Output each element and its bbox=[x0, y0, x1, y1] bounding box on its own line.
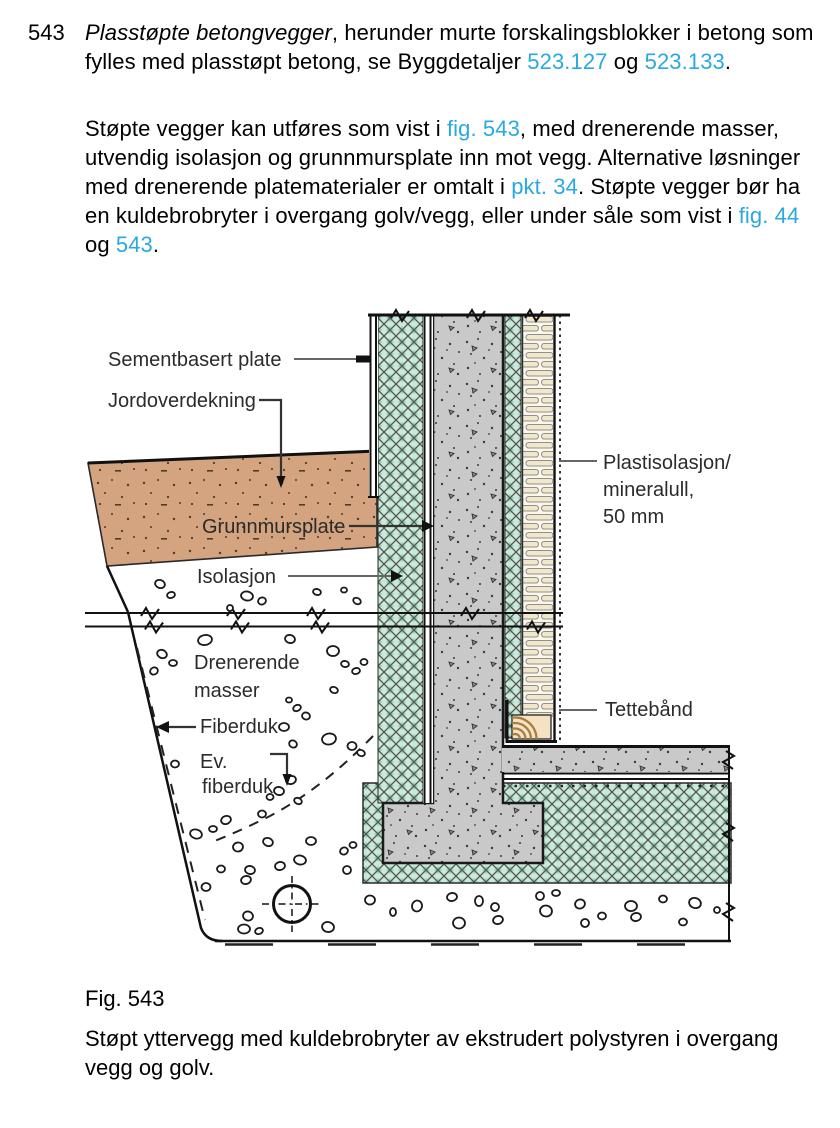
label-tetteband: Tettebånd bbox=[605, 699, 693, 721]
exterior-insulation bbox=[378, 315, 423, 803]
text-segment: Støpte vegger kan utføres som vist i bbox=[85, 116, 447, 141]
text-segment: og bbox=[85, 232, 116, 257]
text-segment: , med drenerende masser, utvendig isolasjon og grunnmursplate inn mot vegg. Alternative løsninger med drenerende platematerialer er omtalt i bbox=[85, 116, 801, 199]
reference-link[interactable]: 543 bbox=[115, 232, 153, 257]
reference-link[interactable]: fig. 44 bbox=[738, 203, 800, 228]
reference-link[interactable]: 523.127 bbox=[527, 49, 608, 74]
figure-label: Fig. 543 bbox=[85, 986, 165, 1011]
label-grunnmursplate: Grunnmursplate bbox=[202, 516, 346, 538]
label-isolasjon: Isolasjon bbox=[197, 566, 276, 588]
label-plastisolasjon-3: 50 mm bbox=[603, 506, 665, 528]
reference-link[interactable]: 523.133 bbox=[644, 49, 725, 74]
section-number: 543 bbox=[28, 20, 65, 45]
text-segment: og bbox=[607, 49, 645, 74]
interior-insulation bbox=[505, 315, 521, 738]
grunnmursplate-membrane bbox=[423, 315, 433, 803]
text-segment: Plasstøpte betongvegger bbox=[85, 20, 332, 45]
label-fiberduk: Fiberduk bbox=[200, 716, 278, 738]
text-segment: . Støpte vegger bør ha en kuldebrobryter i overgang golv/vegg, eller under såle som vist i bbox=[85, 174, 801, 228]
label-plastisolasjon-2: mineralull, bbox=[603, 479, 695, 501]
drain-pipe bbox=[262, 876, 322, 932]
text-segment: , herunder murte forskalingsblokker i betong som fylles med plasstøpt betong, se Byggdetaljer bbox=[85, 20, 814, 74]
label-drenerende-masser-2: masser bbox=[194, 680, 260, 702]
reference-link[interactable]: pkt. 34 bbox=[511, 174, 578, 199]
label-ev-fiberduk-2: fiberduk bbox=[202, 776, 274, 798]
reference-link[interactable]: fig. 543 bbox=[446, 116, 520, 141]
text-segment: . bbox=[724, 49, 732, 74]
label-plastisolasjon-1: Plastisolasjon/ bbox=[603, 452, 731, 474]
mineral-wool-layer bbox=[523, 315, 561, 743]
floor-slab bbox=[502, 747, 730, 787]
paragraph-1 bbox=[85, 18, 822, 76]
figure-diagram bbox=[0, 290, 840, 970]
figure-caption: Støpt yttervegg med kuldebrobryter av ekstrudert polystyren i overgang vegg og golv. bbox=[85, 1026, 779, 1080]
cement-board bbox=[368, 315, 379, 497]
paragraph-2 bbox=[85, 114, 822, 259]
label-ev-fiberduk-1: Ev. bbox=[200, 751, 228, 773]
soil-cover-layer bbox=[88, 451, 377, 566]
label-jordoverdekning: Jordoverdekning bbox=[108, 390, 256, 412]
text-segment: . bbox=[152, 232, 160, 257]
label-drenerende-masser-1: Drenerende bbox=[194, 652, 300, 674]
label-sementbasert-plate: Sementbasert plate bbox=[108, 349, 282, 371]
